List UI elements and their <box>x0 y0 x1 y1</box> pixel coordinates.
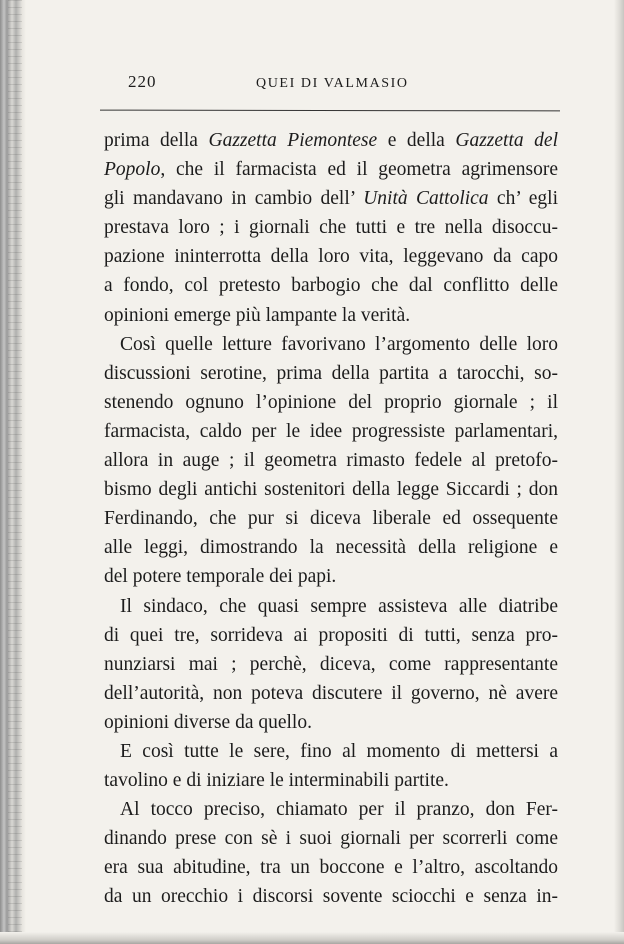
text-line: stenendo ognuno l’opinione del proprio giornale ; il <box>104 391 558 413</box>
body-text <box>104 126 558 912</box>
text-line: opinioni diverse da quello. <box>104 711 312 733</box>
page-number: 220 <box>128 72 157 91</box>
text-line: prima della Gazzetta Piemontese e della Gazzetta del <box>104 130 558 151</box>
page-bottom-edge <box>0 932 624 944</box>
text-line: Così quelle letture favorivano l’argomento delle loro <box>120 333 558 355</box>
text-line: bismo degli antichi sostenitori della legge Siccardi ; don <box>104 479 558 501</box>
text-line: tavolino e di iniziare le interminabili partite. <box>104 770 449 792</box>
text-line: Al tocco preciso, chiamato per il pranzo, don Fer- <box>120 799 558 821</box>
text-line: da un orecchio i discorsi sovente sciocchi e senza in- <box>104 886 558 908</box>
text-line: Il sindaco, che quasi sempre assisteva alle diatribe <box>120 595 558 617</box>
text-line: prestava loro ; i giornali che tutti e tre nella disoccu- <box>104 217 558 239</box>
header-rule <box>100 110 560 112</box>
page-binding-shadow <box>0 0 26 944</box>
text-line: discussioni serotine, prima della partita a tarocchi, so- <box>104 362 558 384</box>
text-line: alle leggi, dimostrando la necessità della religione e <box>104 537 558 559</box>
text-line: Popolo, che il farmacista ed il geometra agrimensore <box>104 159 558 181</box>
running-title: QUEI DI VALMASIO <box>256 76 409 91</box>
binding-texture <box>8 0 22 944</box>
text-line: era sua abitudine, tra un boccone e l’altro, ascoltando <box>104 857 558 879</box>
text-line: nunziarsi mai ; perchè, diceva, come rappresentante <box>104 653 558 675</box>
text-line: a fondo, col pretesto barbogio che dal conflitto delle <box>104 275 558 297</box>
text-line: Ferdinando, che pur si diceva liberale ed ossequente <box>104 508 558 530</box>
text-line: pazione ininterrotta della loro vita, leggevano da capo <box>104 246 558 268</box>
text-line: gli mandavano in cambio dell’ Unità Cattolica ch’ egli <box>104 188 558 210</box>
text-line: opinioni emerge più lampante la verità. <box>104 304 411 326</box>
text-line: del potere temporale dei papi. <box>104 566 337 588</box>
text-line: farmacista, caldo per le idee progressiste parlamentari, <box>104 420 558 442</box>
text-line: dinando prese con sè i suoi giornali per scorrerli come <box>104 828 558 850</box>
text-line: E così tutte le sere, fino al momento di mettersi a <box>120 740 558 762</box>
text-line: allora in auge ; il geometra rimasto fedele al pretofo- <box>104 450 558 472</box>
text-line: di quei tre, sorrideva ai propositi di tutti, senza pro- <box>104 624 558 646</box>
text-line: dell’autorità, non poteva discutere il governo, nè avere <box>104 682 558 704</box>
page-right-edge <box>614 0 624 944</box>
